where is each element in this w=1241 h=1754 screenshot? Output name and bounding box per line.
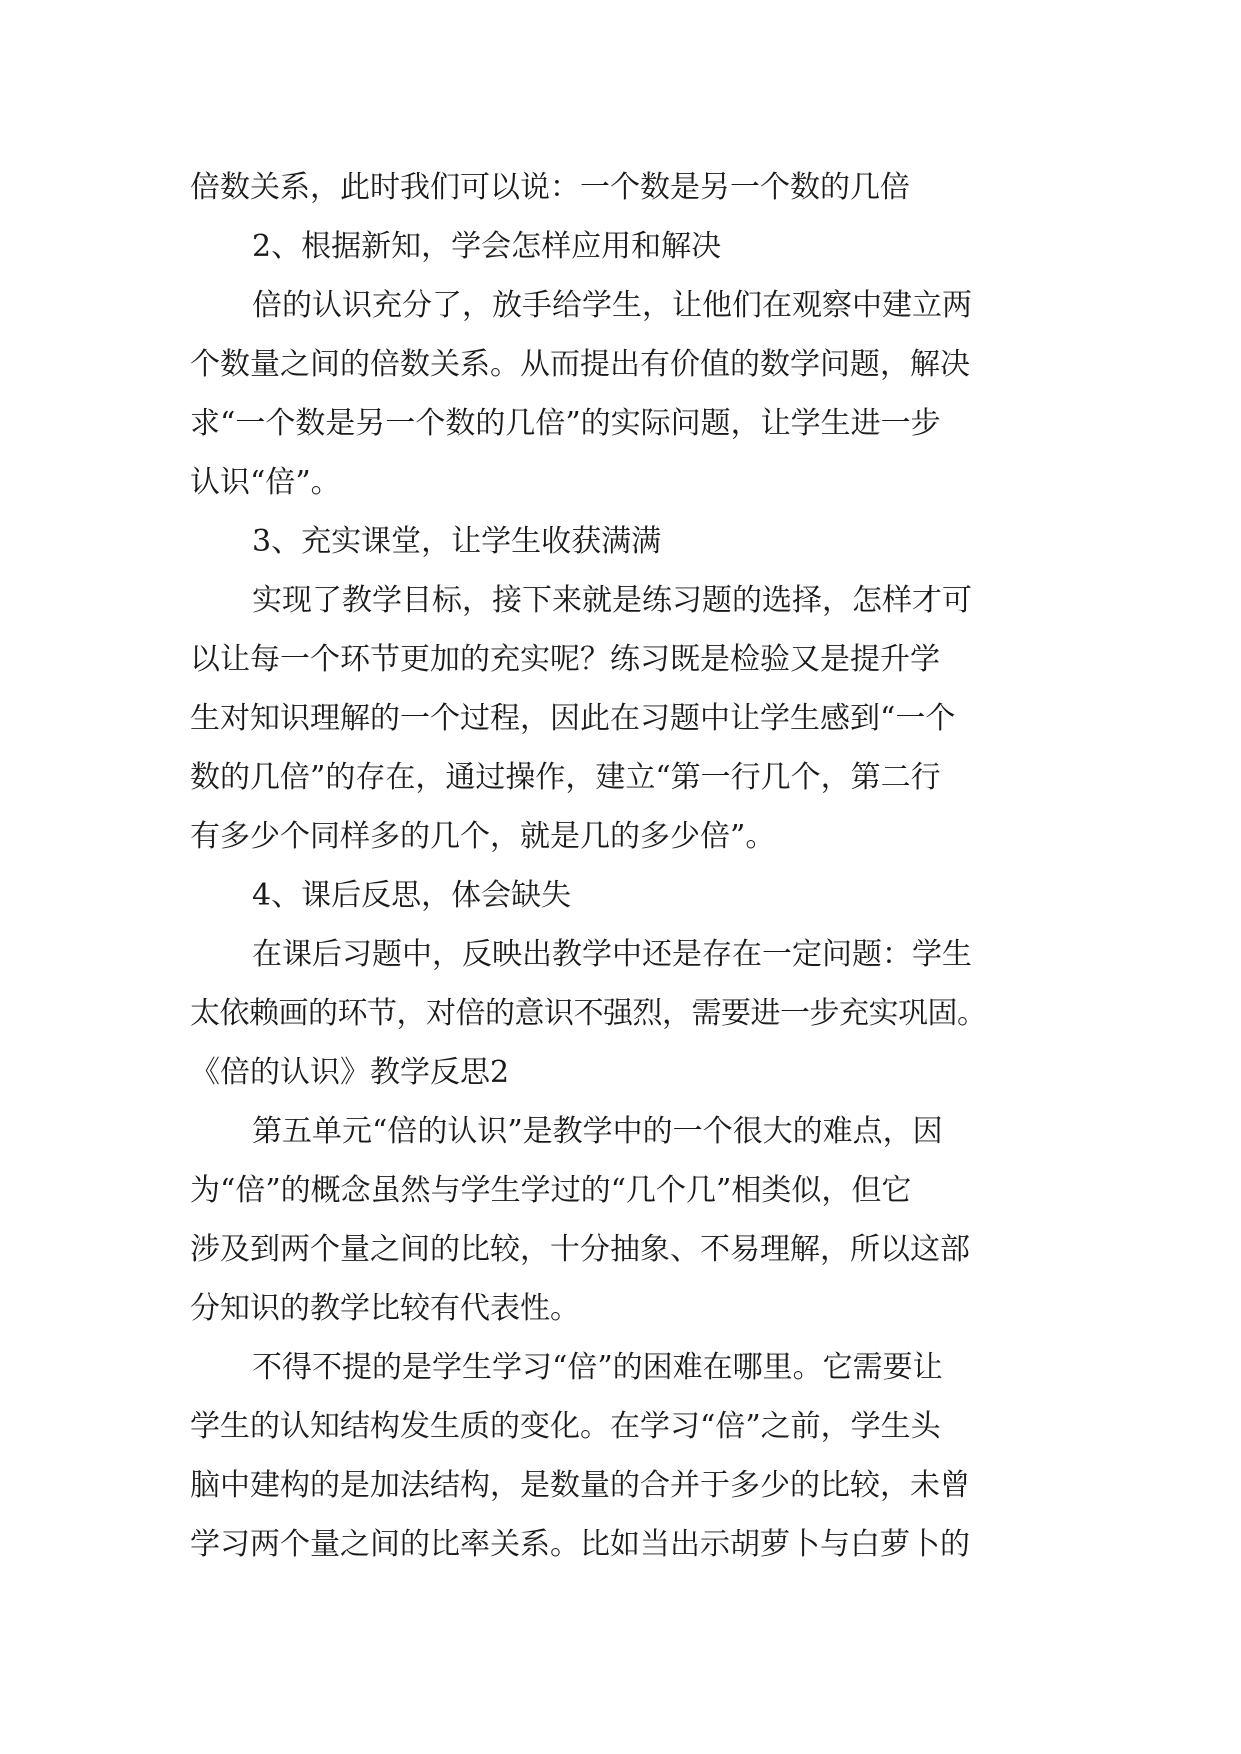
text-line: 求“一个数是另一个数的几倍”的实际问题，让学生进一步: [190, 406, 941, 441]
text-line: 为“倍”的概念虽然与学生学过的“几个几”相类似，但它: [190, 1173, 912, 1208]
text-line: 脑中建构的是加法结构，是数量的合并于多少的比较，未曾: [190, 1468, 970, 1503]
text-line: 倍数关系，此时我们可以说：一个数是另一个数的几倍: [190, 170, 910, 205]
text-line: 有多少个同样多的几个，就是几的多少倍”。: [190, 819, 776, 854]
text-line: 学生的认知结构发生质的变化。在学习“倍”之前，学生头: [190, 1409, 941, 1444]
text-line: 涉及到两个量之间的比较，十分抽象、不易理解，所以这部: [190, 1232, 970, 1267]
text-line: 个数量之间的倍数关系。从而提出有价值的数学问题，解决: [190, 347, 970, 382]
section-heading-4: 4、课后反思，体会缺失: [252, 878, 572, 913]
text-line: 认识“倍”。: [190, 465, 341, 500]
text-line: 太依赖画的环节，对倍的意识不强烈，需要进一步充实巩固。: [190, 996, 987, 1031]
article-title: 《倍的认识》教学反思2: [190, 1055, 510, 1090]
section-heading-3: 3、充实课堂，让学生收获满满: [252, 524, 662, 559]
text-line: 生对知识理解的一个过程，因此在习题中让学生感到“一个: [190, 701, 956, 736]
text-line: 以让每一个环节更加的充实呢？练习既是检验又是提升学: [190, 642, 940, 677]
section-heading-2: 2、根据新知，学会怎样应用和解决: [252, 229, 722, 264]
text-line: 分知识的教学比较有代表性。: [190, 1291, 580, 1326]
text-line: 实现了教学目标，接下来就是练习题的选择，怎样才可: [252, 583, 972, 618]
text-line: 第五单元“倍的认识”是教学中的一个很大的难点，因: [252, 1114, 943, 1149]
text-line: 学习两个量之间的比率关系。比如当出示胡萝卜与白萝卜的: [190, 1527, 970, 1562]
document-body: [190, 158, 1052, 1574]
text-line: 在课后习题中，反映出教学中还是存在一定问题：学生: [252, 937, 972, 972]
text-line: 倍的认识充分了，放手给学生，让他们在观察中建立两: [252, 288, 972, 323]
text-line: 数的几倍”的存在，通过操作，建立“第一行几个，第二行: [190, 760, 941, 795]
text-line: 不得不提的是学生学习“倍”的困难在哪里。它需要让: [252, 1350, 943, 1385]
